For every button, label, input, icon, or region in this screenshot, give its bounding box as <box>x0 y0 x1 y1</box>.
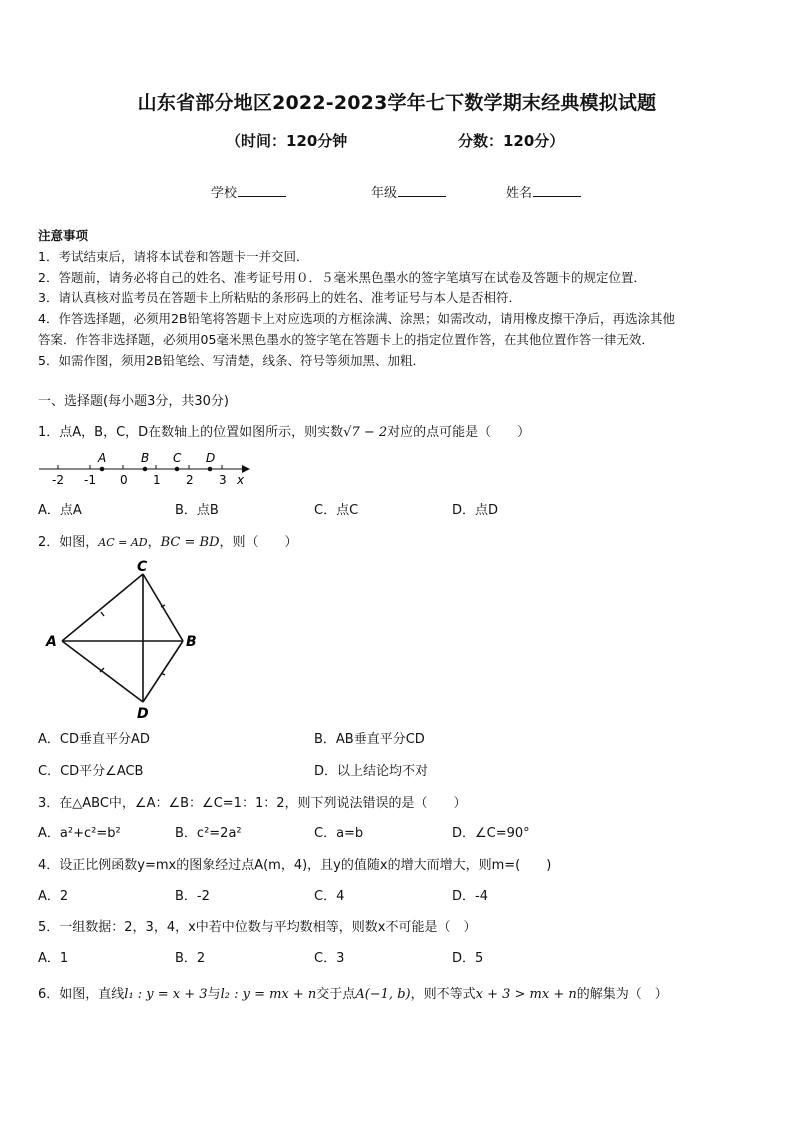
point-b-label: B <box>141 451 150 465</box>
note-item: 3．请认真核对监考员在答题卡上所粘贴的条形码上的姓名、准考证号与本人是否相符． <box>38 290 521 306</box>
page-title: 山东省部分地区2022-2023学年七下数学期末经典模拟试题 <box>137 92 657 114</box>
q2-quadrilateral-figure <box>40 558 210 724</box>
q2-option-c[interactable]: C．CD平分∠ACB <box>38 764 144 779</box>
q4-option-d[interactable]: D．-4 <box>452 889 488 904</box>
q2-option-b[interactable]: B．AB垂直平分CD <box>314 732 425 747</box>
segment-bd <box>143 641 183 702</box>
q6-stem-text: ，则不等式 <box>410 987 476 1002</box>
name-blank[interactable] <box>533 184 581 197</box>
vertex-a-label: A <box>46 634 57 650</box>
segment-cb <box>143 574 183 641</box>
tick-label: 3 <box>219 473 227 487</box>
q1-option-d[interactable]: D．点D <box>452 503 499 518</box>
q6-stem-text: 的解集为（ ） <box>576 987 668 1002</box>
equal-length-marks <box>100 605 165 675</box>
notes-heading: 注意事项 <box>38 228 89 243</box>
q6-stem-text: 6．如图，直线 <box>38 987 125 1002</box>
tick-label: -2 <box>52 473 64 487</box>
number-line-arrow <box>242 465 250 473</box>
point-b-dot <box>143 467 148 472</box>
q1-option-b[interactable]: B．点B <box>175 503 219 518</box>
q2-option-d[interactable]: D．以上结论均不对 <box>314 764 429 779</box>
q5-option-d[interactable]: D．5 <box>452 951 484 966</box>
exam-time: （时间：120分钟 <box>226 132 348 150</box>
q6-stem-text: 交于点 <box>316 987 356 1002</box>
grade-blank[interactable] <box>398 184 446 197</box>
note-item: 5．如需作图，须用2B铅笔绘、写清楚，线条、符号等须加黑、加粗． <box>38 352 425 368</box>
q2-option-a[interactable]: A．CD垂直平分AD <box>38 732 150 747</box>
q2-condition-1: AC = AD <box>98 536 148 549</box>
q1-option-a[interactable]: A．点A <box>38 503 82 518</box>
note-item: 4．作答选择题，必须用2B铅笔将答题卡上对应选项的方框涂满、涂黑；如需改动，请用橡皮擦干净后，再选涂其他 <box>38 311 675 327</box>
q1-stem-text: 1．点A，B，C，D在数轴上的位置如图所示，则实数 <box>38 425 344 440</box>
q3-option-b[interactable]: B．c²=2a² <box>175 826 242 841</box>
q1-stem <box>38 421 530 440</box>
q3-stem: 3．在△ABC中，∠A：∠B：∠C=1：1：2，则下列说法错误的是（ ） <box>38 796 467 811</box>
q1-expression: √7 − 2 <box>343 425 388 440</box>
vertex-d-label: D <box>137 706 149 722</box>
school-blank[interactable] <box>238 184 286 197</box>
tick-label: 0 <box>120 473 128 487</box>
axis-label: x <box>237 473 245 487</box>
segment-ac <box>62 574 143 641</box>
grade-label: 年级 <box>371 186 398 201</box>
point-d-label: D <box>206 451 216 465</box>
q6-line-2: l₂ : y = mx + n <box>220 987 317 1002</box>
q6-stem <box>38 983 668 1002</box>
exam-score: 分数：120分） <box>458 132 565 150</box>
q2-stem-text: ，则（ ） <box>219 535 298 550</box>
number-line-ticks <box>58 465 222 469</box>
name-field[interactable] <box>506 182 581 201</box>
q4-stem: 4．设正比例函数y=mx的图象经过点A(m，4)，且y的值随x的增大而增大，则m=( ) <box>38 858 552 873</box>
notes-block <box>38 226 675 372</box>
number-line <box>36 448 256 488</box>
note-item: 1．考试结束后，请将本试卷和答题卡一并交回． <box>38 248 309 264</box>
q2-condition-2: BC = BD <box>160 535 220 550</box>
note-item: 答案．作答非选择题，必须用05毫米黑色墨水的签字笔在答题卡上的指定位置作答，在其他位置作答一律无效． <box>38 331 654 347</box>
school-field[interactable] <box>211 182 286 201</box>
point-c-dot <box>175 467 180 472</box>
q1-option-c[interactable]: C．点C <box>314 503 359 518</box>
q4-option-b[interactable]: B．-2 <box>175 889 210 904</box>
q3-option-c[interactable]: C．a=b <box>314 826 364 841</box>
q5-option-c[interactable]: C．3 <box>314 951 345 966</box>
q2-stem-text: 2．如图， <box>38 535 99 550</box>
tick-label: -1 <box>84 473 96 487</box>
tick-label: 2 <box>186 473 194 487</box>
q6-stem-text: 与 <box>207 987 221 1002</box>
note-item: 2．答题前，请务必将自己的姓名、准考证号用０．５毫米黑色墨水的签字笔填写在试卷及答题卡的规定位置． <box>38 269 646 285</box>
q6-inequality: x + 3 > mx + n <box>475 987 577 1002</box>
point-a-label: A <box>98 451 107 465</box>
vertex-b-label: B <box>186 634 197 650</box>
q2-separator: ， <box>147 535 161 550</box>
grade-field[interactable] <box>371 182 446 201</box>
q6-line-1: l₁ : y = x + 3 <box>124 987 208 1002</box>
q5-option-b[interactable]: B．2 <box>175 951 206 966</box>
school-label: 学校 <box>211 186 238 201</box>
section-heading: 一、选择题(每小题3分，共30分) <box>38 394 229 409</box>
q4-option-c[interactable]: C．4 <box>314 889 345 904</box>
q5-stem: 5．一组数据：2，3，4，x中若中位数与平均数相等，则数x不可能是（ ） <box>38 920 477 935</box>
q3-option-d[interactable]: D．∠C=90° <box>452 826 530 841</box>
tick-label: 1 <box>153 473 161 487</box>
q2-stem <box>38 531 298 550</box>
point-d-dot <box>208 467 213 472</box>
segment-da <box>62 641 143 702</box>
q6-intersection-point: A(−1, b) <box>355 987 411 1002</box>
name-label: 姓名 <box>506 186 533 201</box>
q1-stem-text: 对应的点可能是（ ） <box>387 425 531 440</box>
point-c-label: C <box>173 451 182 465</box>
q4-option-a[interactable]: A．2 <box>38 889 69 904</box>
q3-option-a[interactable]: A．a²+c²=b² <box>38 826 121 841</box>
vertex-c-label: C <box>137 559 148 575</box>
q5-option-a[interactable]: A．1 <box>38 951 69 966</box>
point-a-dot <box>100 467 105 472</box>
